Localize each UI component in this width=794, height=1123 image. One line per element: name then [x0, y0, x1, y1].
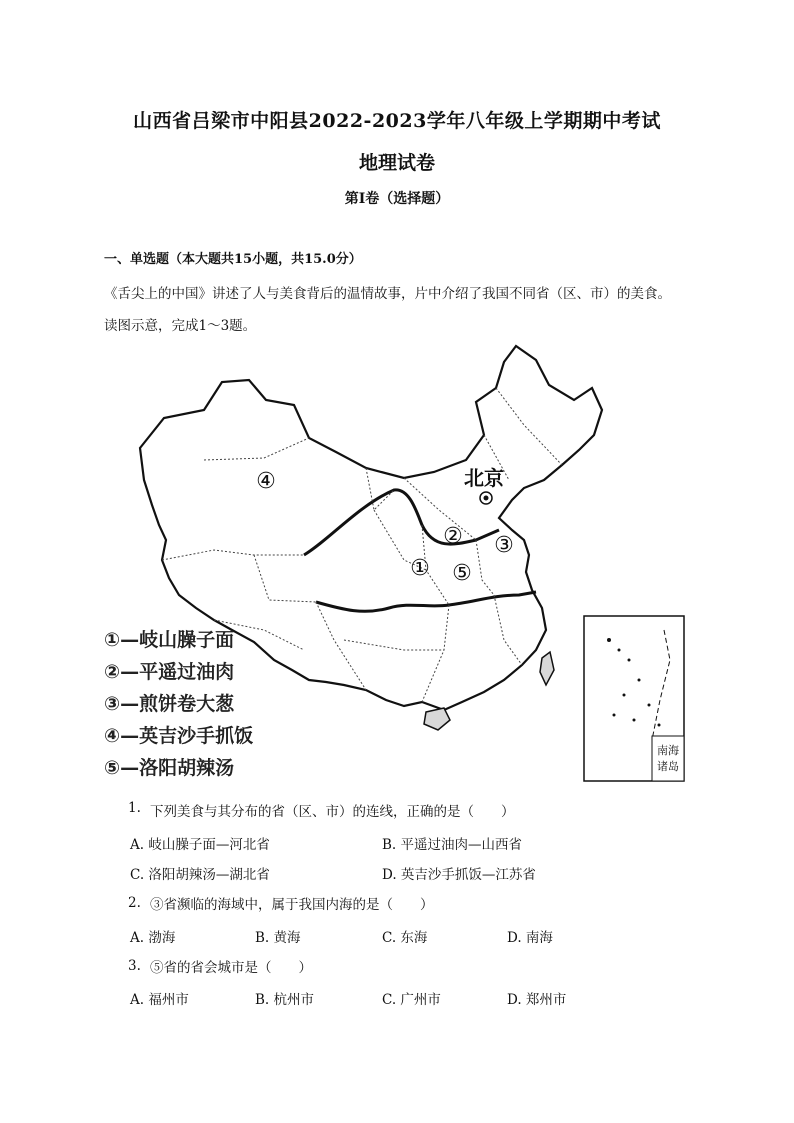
question-1-option-d[interactable]: D. 英吉沙手抓饭—江苏省 — [382, 867, 536, 883]
section-heading: 第Ⅰ卷（选择题） — [344, 191, 450, 207]
question-2-option-b[interactable]: B. 黄海 — [255, 930, 301, 946]
question-3-stem: ⑤省的省会城市是（ ） — [150, 960, 312, 976]
region-marker-5: ⑤ — [452, 561, 472, 586]
question-1-option-b[interactable]: B. 平遥过油肉—山西省 — [382, 837, 523, 853]
intro-text-line1: 《舌尖上的中国》讲述了人与美食背后的温情故事，片中介绍了我国不同省（区、市）的美食。 — [104, 286, 671, 302]
question-2-option-d[interactable]: D. 南海 — [507, 930, 553, 946]
beijing-label: 北京 — [464, 466, 504, 490]
hainan-island — [424, 708, 450, 730]
china-outline — [140, 346, 602, 710]
question-2-number: 2. — [128, 895, 141, 911]
region-marker-4: ④ — [256, 469, 276, 494]
part-heading: 一、单选题（本大题共15小题，共15.0分） — [104, 252, 362, 267]
taiwan-island — [540, 652, 554, 685]
question-3-option-a[interactable]: A. 福州市 — [130, 992, 189, 1008]
question-2-stem: ③省濒临的海域中，属于我国内海的是（ ） — [150, 897, 434, 913]
legend-item-5: ⑤—洛阳胡辣汤 — [104, 757, 235, 779]
question-1-number: 1. — [128, 800, 141, 816]
question-3-number: 3. — [128, 958, 141, 974]
exam-title: 山西省吕梁市中阳县2022-2023学年八年级上学期期中考试 — [133, 110, 661, 132]
inset-label-line2: 诸岛 — [657, 760, 679, 773]
intro-text-line2: 读图示意，完成1～3题。 — [104, 318, 257, 334]
question-3-option-d[interactable]: D. 郑州市 — [507, 992, 567, 1008]
map-legend — [104, 628, 253, 779]
question-3-option-b[interactable]: B. 杭州市 — [255, 992, 315, 1008]
question-1-option-a[interactable]: A. 岐山臊子面—河北省 — [130, 837, 270, 853]
region-marker-3: ③ — [494, 533, 514, 558]
china-food-map — [104, 340, 704, 790]
legend-item-3: ③—煎饼卷大葱 — [104, 693, 235, 715]
legend-item-4: ④—英吉沙手抓饭 — [104, 725, 254, 747]
region-marker-2: ② — [443, 524, 463, 549]
question-3-option-c[interactable]: C. 广州市 — [382, 992, 441, 1008]
inset-label-line1: 南海 — [657, 744, 679, 757]
legend-item-2: ②—平遥过油肉 — [104, 661, 235, 683]
question-1-stem: 下列美食与其分布的省（区、市）的连线，正确的是（ ） — [150, 804, 515, 820]
region-marker-1: ① — [410, 556, 430, 581]
question-2-option-a[interactable]: A. 渤海 — [130, 930, 176, 946]
question-2-option-c[interactable]: C. 东海 — [382, 930, 428, 946]
legend-item-1: ①—岐山臊子面 — [104, 629, 235, 651]
exam-subject: 地理试卷 — [358, 152, 435, 174]
question-1-option-c[interactable]: C. 洛阳胡辣汤—湖北省 — [130, 867, 270, 883]
